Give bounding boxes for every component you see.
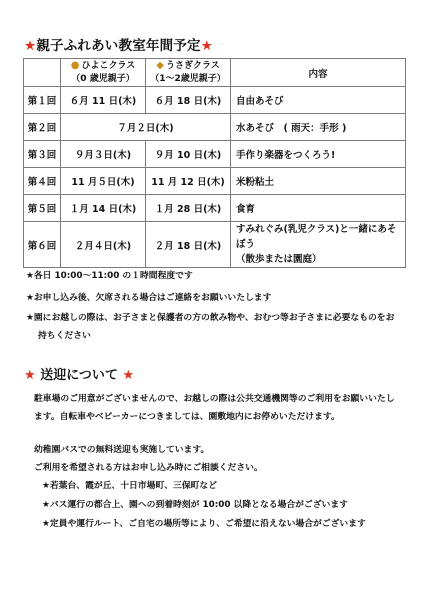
table-row — [24, 222, 406, 268]
class2-name: うさぎクラス — [165, 61, 220, 71]
chick-icon: ● — [70, 60, 80, 71]
class1-name: ひよこクラス — [81, 61, 136, 71]
parking-line: 駐車場のご用意がございませんので、お越しの際は公共交通機関等のご利用をお願いいたし — [34, 394, 395, 404]
content-cell: 自由あそび — [231, 87, 406, 114]
class2-sub: （1～2歳児親子） — [150, 74, 226, 84]
round-cell: 第５回 — [24, 195, 61, 222]
bus-note: ★若葉台、霞が丘、十日市場町、三保町など — [42, 481, 218, 491]
table-row — [24, 168, 406, 195]
bus-line: 幼稚園バスでの無料送迎も実施しています。 — [34, 445, 210, 455]
content-cell: 米粉粘土 — [231, 168, 406, 195]
rabbit-icon: ◆ — [156, 60, 164, 71]
table-row — [24, 87, 406, 114]
bus-line: ご利用を希望される方はお申し込み時にご相談ください。 — [34, 463, 263, 473]
header-class2 — [146, 59, 231, 87]
date-class2: １月 28 日(木) — [146, 195, 231, 222]
date-class1: ６月 11 日(木) — [61, 87, 146, 114]
content-cell: 手作り楽器をつくろう! — [231, 141, 406, 168]
note-item: ★各日 10:00～11:00 の１時間程度です — [26, 271, 193, 281]
date-class2: ６月 18 日(木) — [146, 87, 231, 114]
note-item: 持ちください — [38, 331, 91, 341]
content-cell: 水あそび ( 雨天：手形 ) — [231, 114, 406, 141]
star-icon: ★ — [200, 38, 214, 54]
content-line: すみれぐみ(乳児クラス)と一緒にあそぼう — [236, 224, 397, 250]
date-class2: 11 月 12 日(木) — [146, 168, 231, 195]
date-class2: ９月 10 日(木) — [146, 141, 231, 168]
bus-note: ★バス運行の都合上、園への到着時刻が 10:00 以降となる場合がございます — [42, 500, 348, 510]
parking-line: ます。自転車やベビーカーにつきましては、園敷地内にお停めいただけます。 — [34, 412, 340, 422]
star-icon: ★ — [122, 368, 135, 383]
round-cell: 第１回 — [24, 87, 61, 114]
table-row — [24, 195, 406, 222]
date-class2: ２月 18 日(木) — [146, 222, 231, 268]
table-row — [24, 114, 406, 141]
date-class1: １月 14 日(木) — [61, 195, 146, 222]
round-cell: 第６回 — [24, 222, 61, 268]
date-class1: 11 月５日(木) — [61, 168, 146, 195]
header-content: 内容 — [231, 59, 406, 87]
round-cell: 第２回 — [24, 114, 61, 141]
round-cell: 第４回 — [24, 168, 61, 195]
date-class1: ２月４日(木) — [61, 222, 146, 268]
page-title-block — [24, 34, 213, 54]
star-icon: ★ — [24, 368, 36, 383]
table-row — [24, 141, 406, 168]
note-item: ★お申し込み後、欠席される場合はご連絡をお願いいたします — [26, 293, 272, 303]
page-title: 親子ふれあい教室年間予定 — [36, 38, 201, 54]
schedule-table — [23, 58, 406, 268]
table-header-row — [24, 59, 406, 87]
star-icon: ★ — [24, 38, 37, 54]
section-title: 送迎について — [40, 368, 118, 383]
content-cell: 食育 — [231, 195, 406, 222]
section-title-block — [24, 364, 134, 383]
content-cell — [231, 222, 406, 268]
note-item: ★園にお越しの際は、お子さまと保護者の方の飲み物や、おむつ等お子さまに必要なものをお — [26, 313, 395, 323]
round-cell: 第３回 — [24, 141, 61, 168]
bus-note: ★定員や運行ルート、ご自宅の場所等により、ご希望に沿えない場合がございます — [42, 519, 366, 529]
class1-sub: （0 歳児親子） — [71, 74, 135, 84]
content-line: （散歩または園庭） — [236, 254, 322, 265]
date-class1: ９月３日(木) — [61, 141, 146, 168]
header-round — [24, 59, 61, 87]
date-both: ７月２日(木) — [61, 114, 231, 141]
header-class1 — [61, 59, 146, 87]
